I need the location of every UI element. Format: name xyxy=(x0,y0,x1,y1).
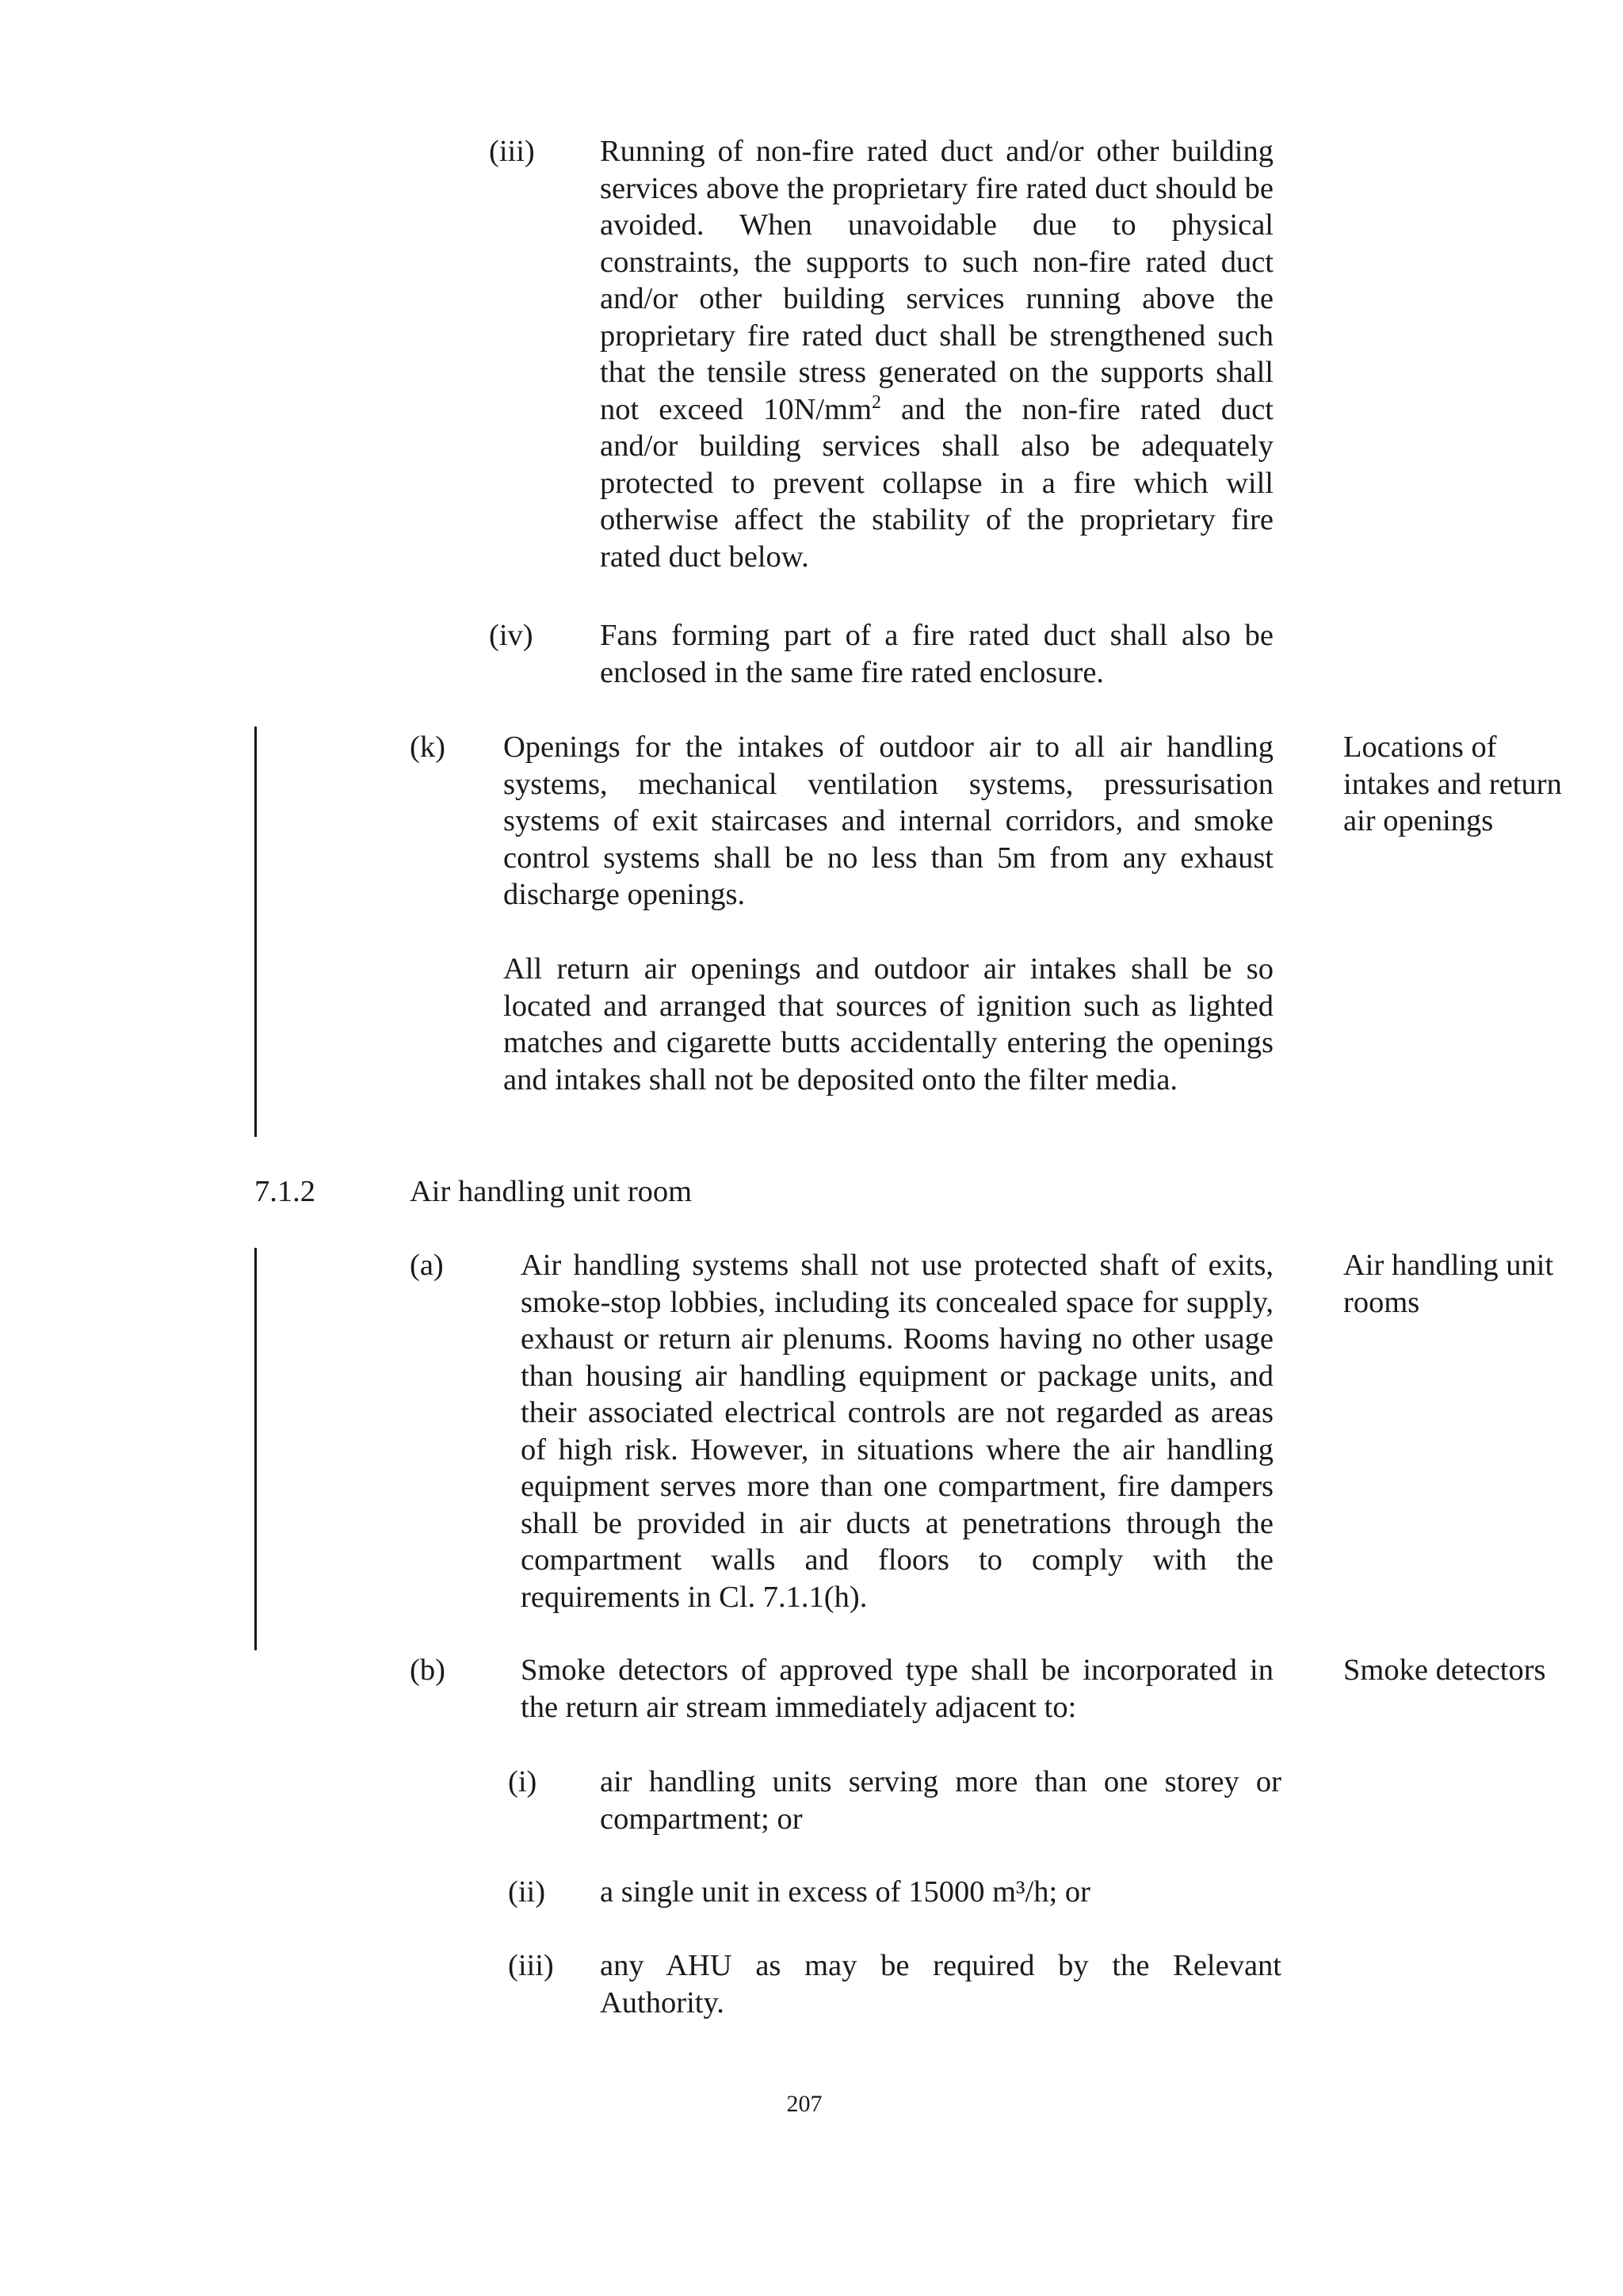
margin-note-smoke-detectors: Smoke detectors xyxy=(1343,1653,1546,1687)
change-bar-a xyxy=(254,1248,257,1650)
page-number: 207 xyxy=(786,2091,823,2117)
superscript-2: 2 xyxy=(872,391,881,413)
change-bar-k xyxy=(254,727,257,1137)
section-number: 7.1.2 xyxy=(254,1175,315,1208)
margin-note-locations: Locations of intakes and return air openings xyxy=(1343,730,1562,837)
item-iv-label: (iv) xyxy=(489,619,533,652)
item-b-label: (b) xyxy=(410,1653,445,1687)
sub-item-iii-label: (iii) xyxy=(508,1949,554,1982)
item-iii-text-main: Running of non-fire rated duct and/or other building services above the proprietary fire rated duct should be avoided. When unavoidable due to physical constraints, the supports to such non-fire rated duct and/or other building services running above the proprietary fire rated duct shall be strengthened such that the tensile stress generated on the supports shall not exceed 10N/mm xyxy=(600,135,1274,426)
item-a-label: (a) xyxy=(410,1249,444,1282)
item-k-paragraph-2: All return air openings and outdoor air intakes shall be so located and arranged that sources of ignition such as lighted matches and cigarette butts accidentally entering the openings and intakes shall not be deposited onto the filter media. xyxy=(503,952,1274,1097)
sub-item-ii-text: a single unit in excess of 15000 m³/h; or xyxy=(600,1875,1090,1909)
item-a-text: Air handling systems shall not use protected shaft of exits, smoke-stop lobbies, including its concealed space for supply, exhaust or return air plenums. Rooms having no other usage than housing air handling equipment or package units, and their associated electrical controls are not regarded as areas of high risk. However, in situations where the air handling equipment serves more than one compartment, fire dampers shall be provided in air ducts at penetrations through the compartment walls and floors to comply with the requirements in Cl. 7.1.1(h). xyxy=(521,1249,1274,1614)
item-k-paragraph-1: Openings for the intakes of outdoor air to all air handling systems, mechanical ventilation systems, pressurisation systems of exit staircases and internal corridors, and smoke control systems shall be no less than 5m from any exhaust discharge openings. xyxy=(503,730,1274,911)
sub-item-i-label: (i) xyxy=(508,1765,537,1798)
section-title: Air handling unit room xyxy=(410,1175,693,1208)
margin-note-ahu-rooms: Air handling unit rooms xyxy=(1343,1249,1554,1319)
item-b-text: Smoke detectors of approved type shall be incorporated in the return air stream immediately adjacent to: xyxy=(521,1653,1274,1724)
item-iv-text: Fans forming part of a fire rated duct shall also be enclosed in the same fire rated enclosure. xyxy=(600,619,1274,689)
sub-item-ii-label: (ii) xyxy=(508,1875,546,1909)
item-iii-text xyxy=(600,133,1274,575)
item-iii-label: (iii) xyxy=(489,135,535,168)
sub-item-iii-text: any AHU as may be required by the Relevant Authority. xyxy=(600,1949,1281,2019)
sub-item-i-text: air handling units serving more than one storey or compartment; or xyxy=(600,1765,1281,1836)
item-k-label: (k) xyxy=(410,730,445,764)
item-iii-text-after: and the non-fire rated duct and/or building services shall also be adequately protected to prevent collapse in a fire which will otherwise affect the stability of the proprietary fire rated duct below. xyxy=(600,392,1274,574)
